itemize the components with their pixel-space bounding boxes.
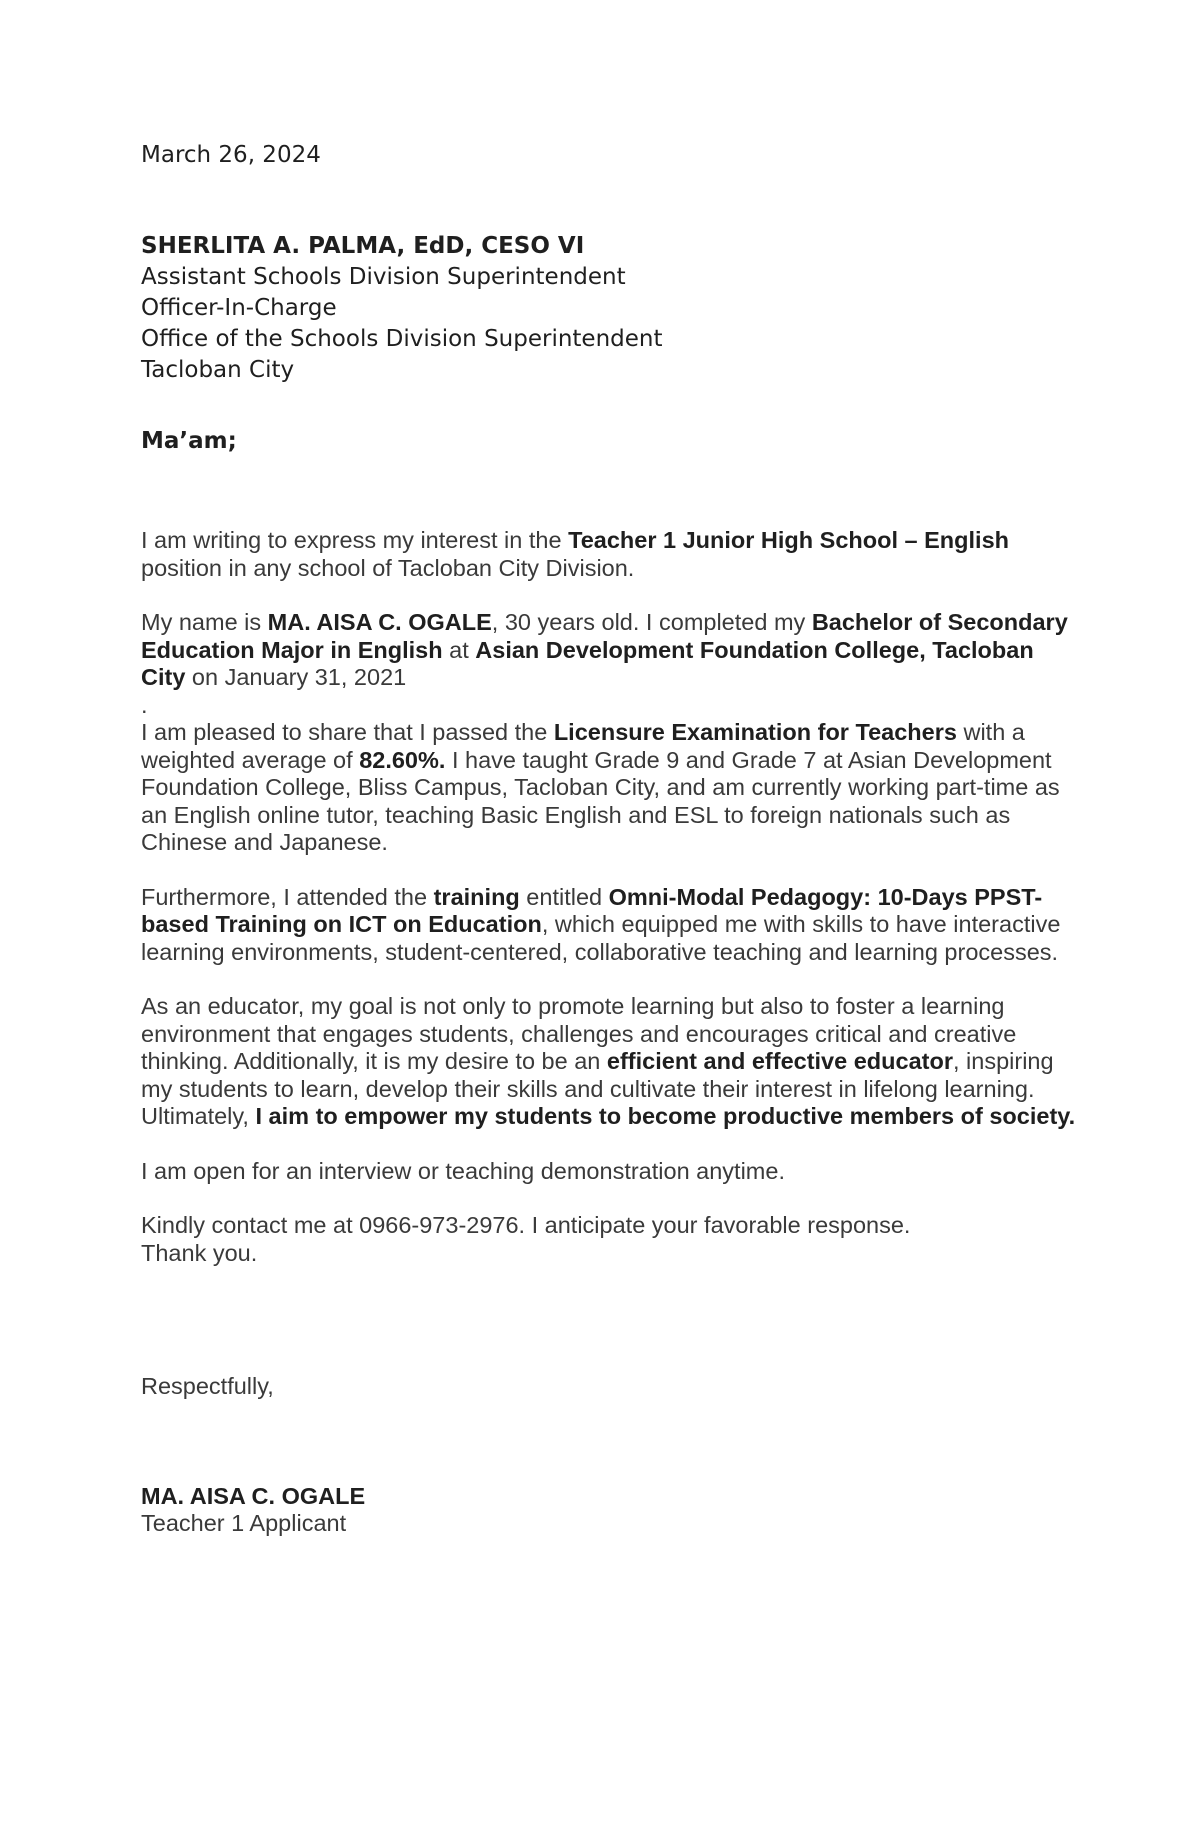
- paragraph-text: at: [442, 636, 476, 663]
- letter-body: [141, 140, 1081, 1538]
- paragraph-text: , inspiring my students to learn, develop their skills and cultivate their interest in lifelong learning. Ultimately,: [141, 1048, 1054, 1129]
- signer-name: MA. AISA C. OGALE: [141, 1482, 366, 1509]
- paragraph-text: entitled: [519, 883, 609, 910]
- paragraph-text: with a weighted average of: [141, 719, 1025, 773]
- letter-date: March 26, 2024: [141, 142, 321, 168]
- paragraph-introduction: [141, 609, 1081, 692]
- recipient-name: SHERLITA A. PALMA, EdD, CESO VI: [141, 233, 585, 259]
- recipient-office: Office of the Schools Division Superintendent: [141, 326, 663, 352]
- salutation: Ma’am;: [141, 428, 237, 454]
- paragraph-bold: I aim to empower my students to become productive members of society.: [255, 1103, 1076, 1129]
- paragraph-bold: MA. AISA C. OGALE: [267, 609, 492, 635]
- paragraph-bold: Asian Development Foundation College, Tacloban City: [141, 636, 1034, 690]
- paragraph-bold: Bachelor of Secondary Education Major in English: [141, 609, 1068, 663]
- paragraph-bold: Licensure Examination for Teachers: [553, 719, 957, 745]
- paragraph-bold: Teacher 1 Junior High School – English: [568, 527, 1010, 553]
- paragraph-training: [141, 884, 1081, 967]
- recipient-city: Tacloban City: [141, 357, 295, 383]
- letter-paragraphs: [141, 527, 1081, 1538]
- recipient-block: [141, 231, 1081, 386]
- closing: Respectfully,: [141, 1373, 274, 1399]
- signer-title: Teacher 1 Applicant: [141, 1510, 347, 1536]
- paragraph-text: , 30 years old. I completed my: [491, 609, 812, 635]
- paragraph-interview: I am open for an interview or teaching demonstration anytime.: [141, 1157, 785, 1184]
- recipient-title: Assistant Schools Division Superintendent: [141, 264, 626, 290]
- paragraph-text: My name is: [141, 609, 268, 635]
- paragraph-text: on January 31, 2021: [185, 664, 407, 690]
- paragraph-text: I am pleased to share that I passed the: [141, 719, 554, 745]
- paragraph-licensure: [141, 719, 1081, 857]
- paragraph-bold: 82.60%.: [359, 746, 446, 773]
- signature-block: [141, 1483, 1081, 1538]
- paragraph-bold: Omni-Modal Pedagogy: 10-Days PPST-based Training on ICT on Education: [141, 883, 1043, 937]
- paragraph-interest: [141, 527, 1081, 582]
- stray-period: .: [141, 691, 148, 718]
- paragraph-contact: Kindly contact me at 0966-973-2976. I anticipate your favorable response.: [141, 1212, 911, 1238]
- paragraph-text: position in any school of Tacloban City Division.: [141, 554, 635, 581]
- paragraph-thanks: Thank you.: [141, 1239, 258, 1266]
- paragraph-text: I am writing to express my interest in the: [141, 527, 569, 553]
- paragraph-bold: training: [433, 883, 520, 910]
- paragraph-goals: [141, 993, 1081, 1131]
- paragraph-text: , which equipped me with skills to have interactive learning environments, student-centered, collaborative teaching and learning processes.: [141, 911, 1061, 965]
- paragraph-text: Furthermore, I attended the: [141, 883, 434, 910]
- paragraph-text: I have taught Grade 9 and Grade 7 at Asian Development Foundation College, Bliss Campus, Tacloban City, and am currently working part-time as an English online tutor, teaching Basic English and ESL to foreign nationals such as Chinese and Japanese.: [141, 746, 1060, 855]
- paragraph-text: As an educator, my goal is not only to promote learning but also to foster a learning environment that engages students, challenges and encourages critical and creative thinking. Additionally, it is my desire to be an: [141, 993, 1017, 1074]
- paragraph-bold: efficient and effective educator: [606, 1048, 953, 1074]
- recipient-role: Officer-In-Charge: [141, 295, 337, 321]
